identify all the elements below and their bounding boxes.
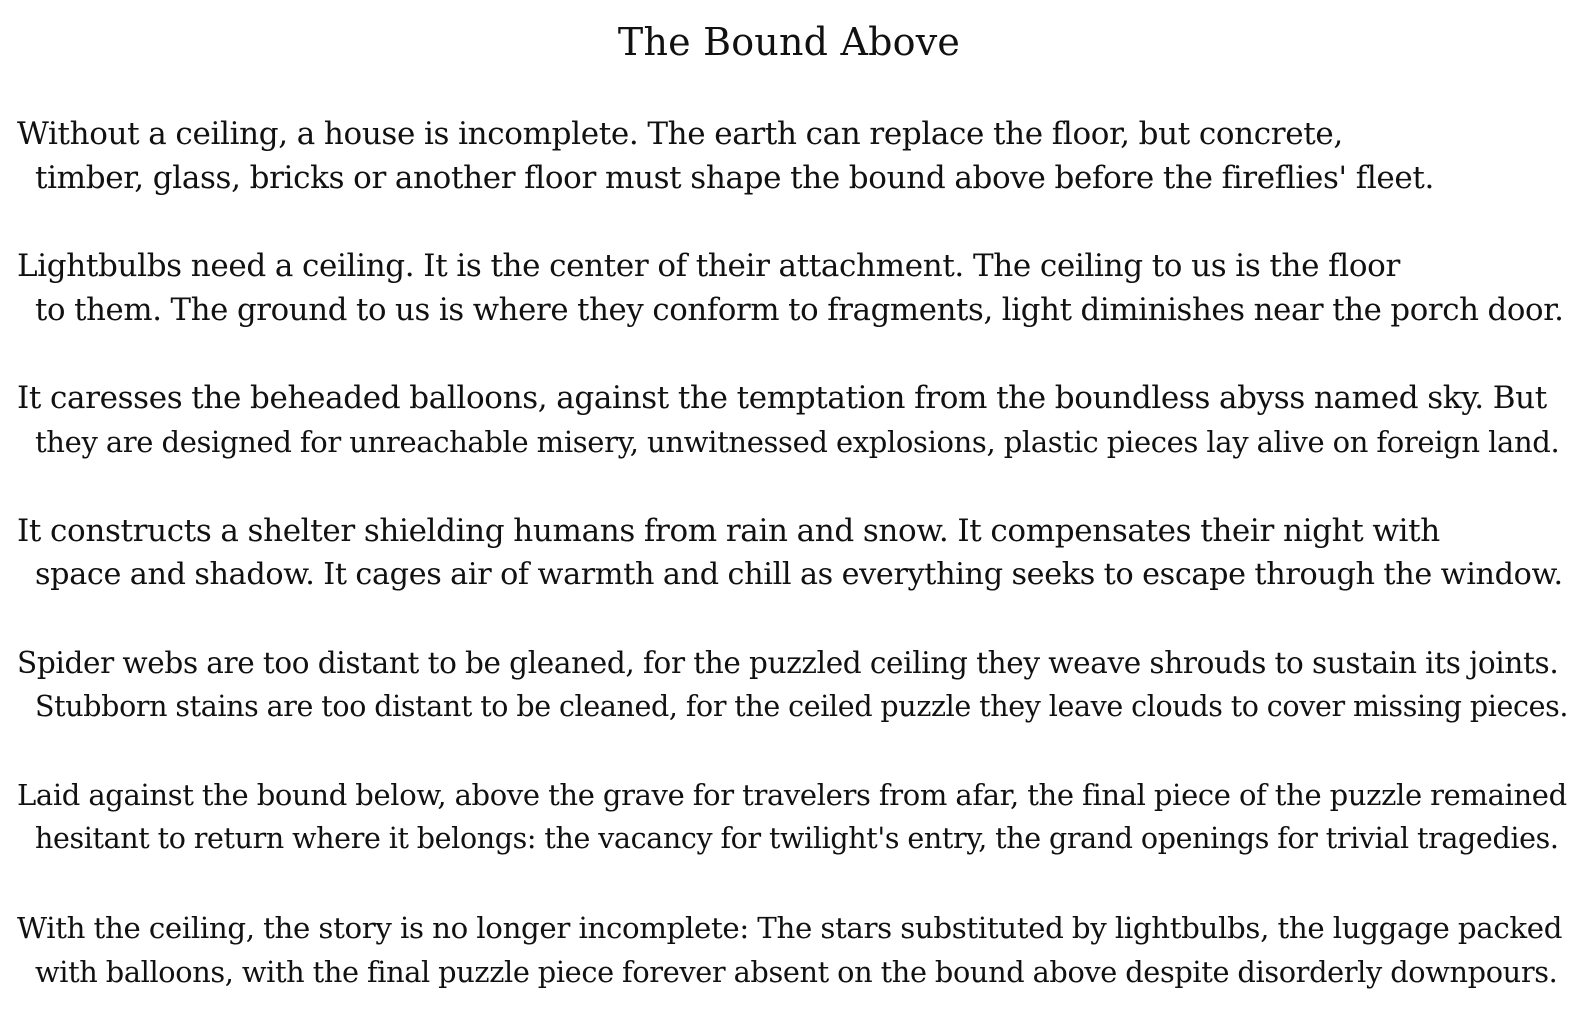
stanza-7 <box>17 906 1578 994</box>
stanza-line-continuation: to them. The ground to us is where they conform to fragments, light diminishes near the porch door. <box>35 292 1564 328</box>
stanza-line: It caresses the beheaded balloons, against the temptation from the boundless abyss named sky. But <box>17 380 1547 416</box>
stanza-line: Laid against the bound below, above the grave for travelers from afar, the final piece of the puzzle remained <box>17 778 1567 812</box>
stanza-line: It constructs a shelter shielding humans from rain and snow. It compensates their night with <box>17 513 1440 549</box>
stanza-5 <box>17 641 1578 729</box>
stanza-line: Spider webs are too distant to be gleaned, for the puzzled ceiling they weave shrouds to sustain its joints. <box>17 646 1559 680</box>
stanza-line-continuation: Stubborn stains are too distant to be cleaned, for the ceiled puzzle they leave clouds to cover missing pieces. <box>35 690 1569 723</box>
stanza-6 <box>17 773 1578 861</box>
stanza-line: Without a ceiling, a house is incomplete. The earth can replace the floor, but concrete, <box>17 116 1343 152</box>
stanza-line: With the ceiling, the story is no longer incomplete: The stars substituted by lightbulbs, the luggage packed <box>17 911 1563 945</box>
stanza-line-continuation: hesitant to return where it belongs: the vacancy for twilight's entry, the grand openings for trivial tragedies. <box>35 822 1559 855</box>
stanza-4 <box>17 509 1578 597</box>
stanza-line-continuation: with balloons, with the final puzzle piece forever absent on the bound above despite disorderly downpours. <box>35 955 1558 989</box>
stanza-3 <box>17 376 1578 464</box>
stanza-line-continuation: timber, glass, bricks or another floor must shape the bound above before the fireflies' fleet. <box>35 160 1434 196</box>
stanza-2 <box>17 244 1578 332</box>
stanza-line: Lightbulbs need a ceiling. It is the center of their attachment. The ceiling to us is the floor <box>17 248 1400 284</box>
stanza-line-continuation: space and shadow. It cages air of warmth and chill as everything seeks to escape through the window. <box>35 557 1563 592</box>
stanza-1 <box>17 112 1578 200</box>
stanza-line-continuation: they are designed for unreachable misery, unwitnessed explosions, plastic pieces lay alive on foreign land. <box>35 425 1560 459</box>
poem-title: The Bound Above <box>617 20 961 64</box>
